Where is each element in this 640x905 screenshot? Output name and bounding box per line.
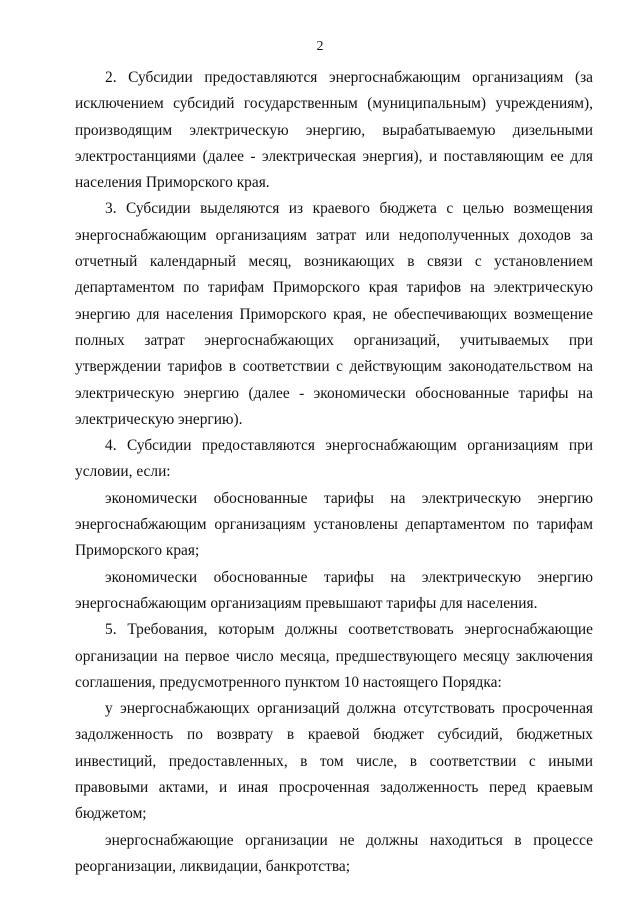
paragraph-requirement-no-reorganization: энергоснабжающие организации не должны находиться в процессе реорганизации, ликвидации, банкротства; [75, 831, 593, 875]
document-body [75, 65, 593, 880]
page-number: 2 [316, 39, 324, 54]
paragraph-clause-4: 4. Субсидии предоставляются энергоснабжающим организациям при условии, если: [75, 437, 593, 481]
paragraph-clause-5: 5. Требования, которым должны соответствовать энергоснабжающие организации на первое число месяца, предшествующего месяцу заключения соглашения, предусмотренного пунктом 10 настоящего Порядка: [75, 621, 593, 691]
paragraph-condition-tariffs-established: экономически обоснованные тарифы на электрическую энергию энергоснабжающим организациям установлены департаментом по тарифам Приморского края; [75, 489, 593, 560]
paragraph-clause-2: 2. Субсидии предоставляются энергоснабжающим организациям (за исключением субсидий государственным (муниципальным) учреждениям), производящим электрическую энергию, вырабатываемую дизельными электростанциями (далее - электрическая энергия), и поставляющим ее для населения Приморского края. [75, 69, 593, 192]
paragraph-clause-3: 3. Субсидии выделяются из краевого бюджета с целью возмещения энергоснабжающим организациям затрат или недополученных доходов за отчетный календарный месяц, возникающих в связи с установлением департаментом по тарифам Приморского края тарифов на электрическую энергию для населения Приморского края, не обеспечивающих возмещение полных затрат энергоснабжающих организаций, учитываемых при утверждении тарифов в соответствии с действующим законодательством на электрическую энергию (далее - экономически обоснованные тарифы на электрическую энергию). [75, 200, 593, 428]
paragraph-requirement-no-debt: у энергоснабжающих организаций должна отсутствовать просроченная задолженность по возврату в краевой бюджет субсидий, бюджетных инвестиций, предоставленных, в том числе, в соответствии с иными правовыми актами, и иная просроченная задолженность перед краевым бюджетом; [75, 700, 593, 823]
paragraph-condition-tariffs-exceed: экономически обоснованные тарифы на электрическую энергию энергоснабжающим организациям превышают тарифы для населения. [75, 568, 593, 612]
